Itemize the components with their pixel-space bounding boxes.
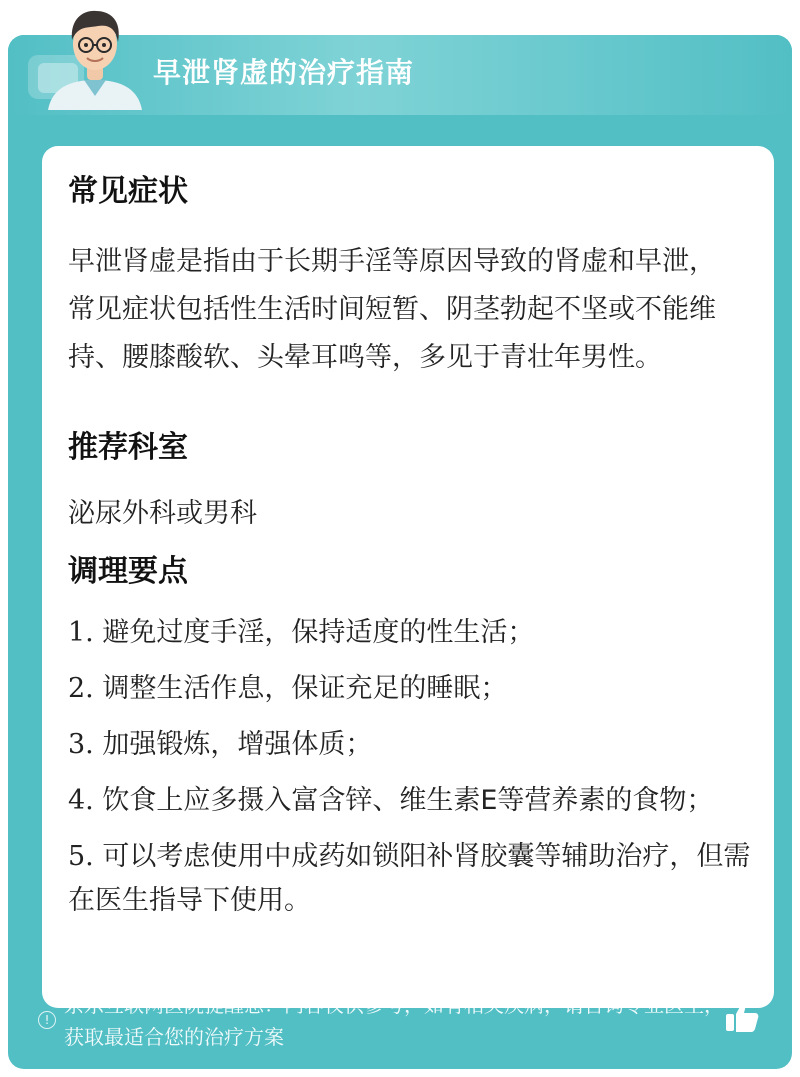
list-item: 5. 可以考虑使用中成药如锁阳补肾胶囊等辅助治疗，但需在医生指导下使用。 [68, 841, 751, 916]
symptoms-text: 早泄肾虚是指由于长期手淫等原因导致的肾虚和早泄，常见症状包括性生活时间短暂、阴茎勃起不坚或不能维持、腰膝酸软、头晕耳鸣等，多见于青壮年男性。 [68, 246, 716, 373]
care-title: 调理要点 [68, 554, 188, 589]
content-card [42, 146, 774, 1008]
thumbs-up-icon[interactable] [724, 999, 760, 1035]
list-item: 4. 饮食上应多摄入富含锌、维生素E等营养素的食物； [68, 785, 714, 816]
footer-text: 京东互联网医院提醒您：内容仅供参考，如有相关疾病，请咨询专业医生，获取最适合您的治疗方案 [64, 993, 724, 1049]
doctor-avatar-icon [40, 0, 150, 110]
guide-container [8, 35, 792, 1069]
page-title: 早泄肾虚的治疗指南 [153, 56, 415, 89]
department-text: 泌尿外科或男科 [68, 498, 257, 529]
list-item: 2. 调整生活作息，保证充足的睡眠； [68, 673, 508, 704]
footer-notice [8, 985, 792, 1069]
info-icon: ! [38, 1011, 56, 1029]
list-item: 1. 避免过度手淫，保持适度的性生活； [68, 617, 535, 648]
symptoms-title: 常见症状 [68, 174, 188, 209]
department-title: 推荐科室 [68, 430, 188, 465]
list-item: 3. 加强锻炼，增强体质； [68, 729, 373, 760]
care-list [68, 611, 753, 935]
